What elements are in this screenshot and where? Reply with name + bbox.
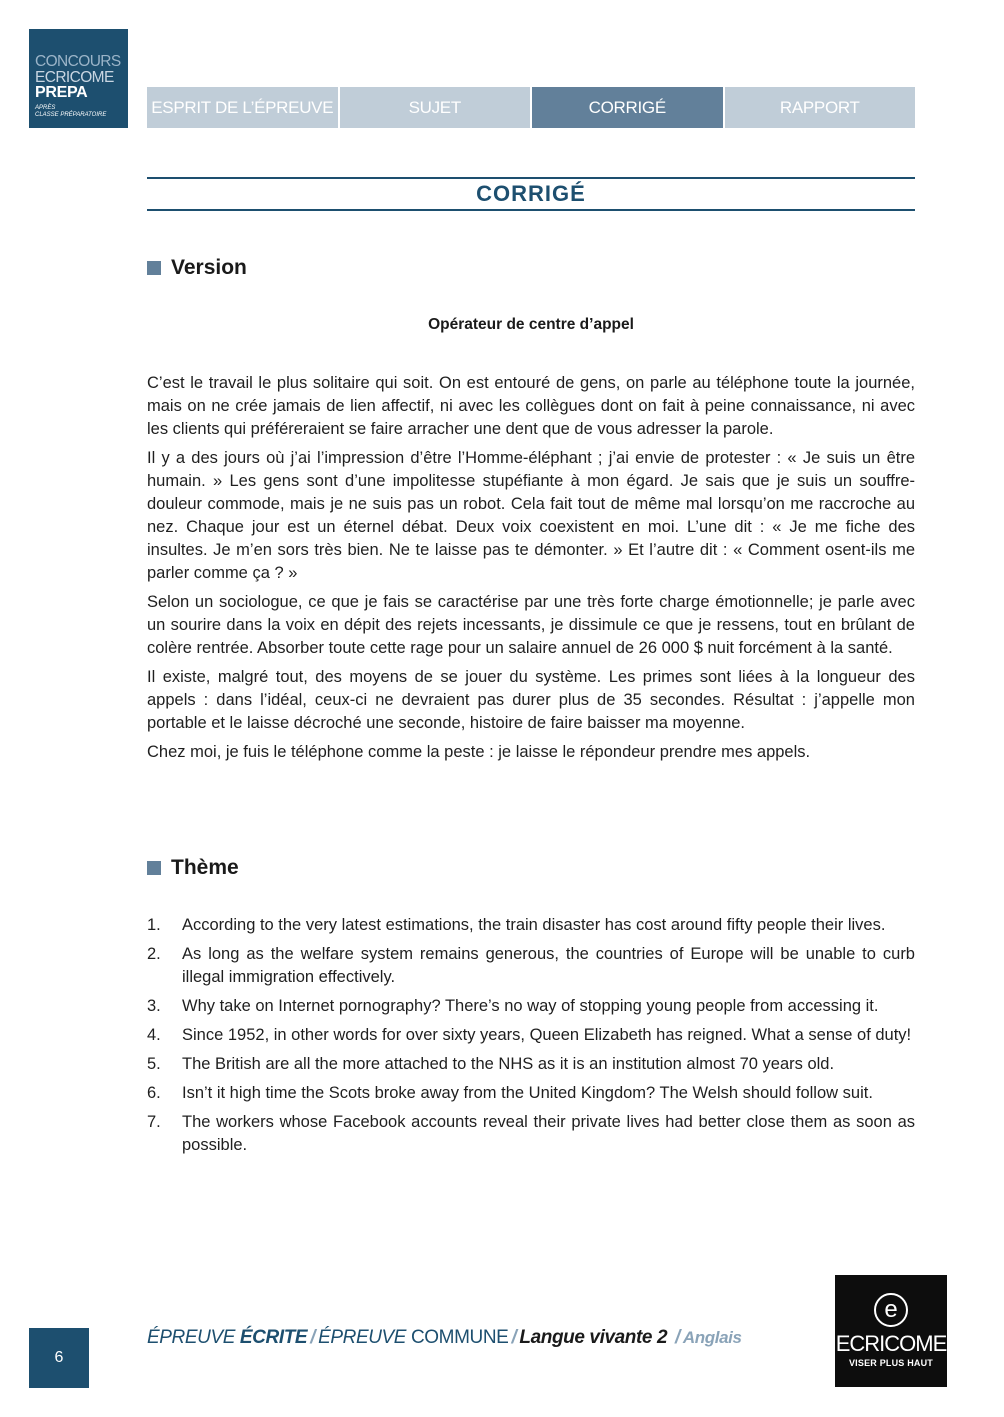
version-paragraph: Il y a des jours où j’ai l’impression d’être l’Homme-éléphant ; j’ai envie de protester : « Je suis un être humain. » Les gens sont d’une impolitesse stupéfiante à mon égard. Je sais que je suis un souffre-douleur commode, mais je ne suis pas un robot. Cela fait tout de même mal lorsqu’on me raccroche au nez. Chaque jour est un éternel débat. Deux voix coexistent en moi. L’une dit : « Je me fiche des insultes. Je m’en sors très bien. Ne te laisse pas te démonter. » Et l’autre dit : « Comment osent-ils me parler comme ça ? »: [147, 449, 915, 582]
logo-name: ECRICOME: [835, 1331, 947, 1356]
list-item: [147, 943, 915, 989]
list-item: [147, 1053, 915, 1076]
logo-line-prepa: PREPA: [35, 84, 88, 101]
page-title: CORRIGÉ: [476, 181, 586, 206]
section-tabs: [147, 87, 915, 128]
page-number-box: [29, 1328, 89, 1388]
version-paragraph: Chez moi, je fuis le téléphone comme la peste : je laisse le répondeur prendre mes appels.: [147, 743, 811, 761]
version-subtitle: Opérateur de centre d’appel: [428, 316, 634, 333]
item-number: 3.: [147, 997, 161, 1015]
version-paragraph: C’est le travail le plus solitaire qui soit. On est entouré de gens, on parle au téléphone toute la journée, mais on ne crée jamais de lien affectif, ni avec les collègues dont on fait à peine connaissance, ni avec les clients qui préféreraient se faire arracher une dent que de vous adresser la parole.: [147, 374, 915, 438]
footer-epreuve: ÉPREUVE: [147, 1327, 236, 1348]
footer-anglais: Anglais: [682, 1328, 742, 1347]
item-number: 7.: [147, 1113, 161, 1131]
ecricome-logo: [835, 1275, 947, 1387]
footer-separator: /: [310, 1327, 316, 1348]
logo-classe-text: CLASSE PRÉPARATOIRE: [35, 111, 107, 118]
item-text: The British are all the more attached to the NHS as it is an institution almost 70 years old.: [182, 1055, 835, 1073]
item-number: 2.: [147, 945, 161, 963]
logo-line-apres: [35, 105, 128, 118]
item-text: Isn’t it high time the Scots broke away from the United Kingdom? The Welsh should follow suit.: [182, 1084, 873, 1102]
list-item: [147, 1111, 915, 1157]
footer-exam-label: [147, 1327, 742, 1349]
logo-line-concours: CONCOURS: [35, 53, 121, 70]
tab-corrige[interactable]: CORRIGÉ: [532, 87, 723, 128]
logo-line-ecricome: ECRICOME: [35, 68, 114, 86]
footer-commune: COMMUNE: [410, 1327, 509, 1348]
footer-langue: Langue vivante 2: [519, 1327, 668, 1348]
page-title-block: [147, 177, 915, 211]
square-bullet-icon: [147, 261, 161, 275]
section-heading-version: [147, 256, 247, 280]
footer-ecrite: ÉCRITE: [239, 1327, 308, 1348]
theme-heading: Thème: [171, 856, 239, 879]
tab-esprit-epreuve[interactable]: ESPRIT DE L’ÉPREUVE: [147, 87, 338, 128]
tab-rapport[interactable]: RAPPORT: [725, 87, 916, 128]
footer-separator: /: [675, 1327, 680, 1348]
list-item: [147, 995, 915, 1018]
square-bullet-icon: [147, 861, 161, 875]
list-item: [147, 1024, 915, 1047]
logo-letter: e: [884, 1296, 898, 1323]
item-text: Since 1952, in other words for over sixty years, Queen Elizabeth has reigned. What a sense of duty!: [182, 1026, 912, 1044]
item-text: As long as the welfare system remains generous, the countries of Europe will be unable to curb illegal immigration effectively.: [182, 945, 915, 986]
list-item: [147, 1082, 915, 1105]
section-heading-theme: [147, 856, 239, 880]
footer-epreuve-2: ÉPREUVE: [318, 1327, 407, 1348]
ecricome-prepa-logo: [29, 29, 128, 128]
logo-apres-text: APRÈS: [35, 105, 56, 111]
version-heading: Version: [171, 256, 247, 279]
logo-tagline: VISER PLUS HAUT: [848, 1358, 933, 1368]
version-text: [147, 372, 915, 770]
item-number: 5.: [147, 1055, 161, 1073]
version-paragraph: Il existe, malgré tout, des moyens de se jouer du système. Les primes sont liées à la longueur des appels : dans l’idéal, ceux-ci ne devraient pas durer plus de 35 secondes. Résultat : j’appelle mon portable et le laisse décroché une seconde, histoire de faire baisser ma moyenne.: [147, 668, 915, 732]
footer-separator: /: [511, 1327, 517, 1348]
item-text: According to the very latest estimations, the train disaster has cost around fifty people their lives.: [182, 916, 886, 934]
theme-list: [147, 914, 915, 1163]
list-item: [147, 914, 915, 937]
item-number: 6.: [147, 1084, 161, 1102]
page-number: 6: [54, 1349, 64, 1366]
item-number: 4.: [147, 1026, 161, 1044]
tab-sujet[interactable]: SUJET: [340, 87, 531, 128]
ecricome-e-icon: [874, 1293, 908, 1327]
item-number: 1.: [147, 916, 161, 934]
version-paragraph: Selon un sociologue, ce que je fais se caractérise par une très forte charge émotionnelle; je parle avec un sourire dans la voix en dépit des rejets incessants, je dissimule ce que je ressens, tout en brûlant de colère rentrée. Absorber toute cette rage pour un salaire annuel de 26 000 $ nuit forcément à la santé.: [147, 593, 915, 657]
item-text: Why take on Internet pornography? There’s no way of stopping young people from accessing it.: [182, 997, 879, 1015]
item-text: The workers whose Facebook accounts reveal their private lives had better close them as soon as possible.: [182, 1113, 915, 1154]
